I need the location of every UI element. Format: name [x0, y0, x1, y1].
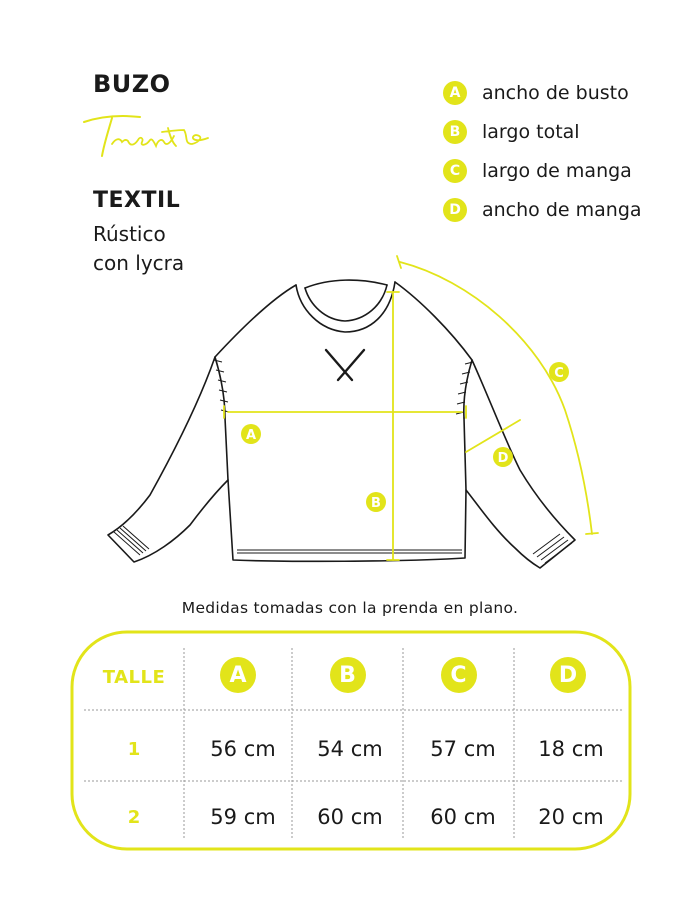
row-1-value-d: 18 cm — [538, 737, 604, 761]
svg-text:D: D — [497, 451, 509, 466]
row-1-value-a: 56 cm — [210, 737, 276, 761]
product-model-script — [78, 108, 218, 168]
header-badge-a: A — [220, 657, 256, 693]
svg-text:A: A — [245, 428, 257, 443]
legend-label-d: ancho de manga — [482, 199, 642, 221]
measurement-guides — [224, 256, 598, 560]
header-badge-d: D — [550, 657, 586, 693]
measurement-note: Medidas tomadas con la prenda en plano. — [181, 599, 519, 617]
legend-badge-d: D — [443, 198, 467, 222]
left-side-line — [225, 418, 228, 480]
legend-label-b: largo total — [482, 121, 580, 143]
guide-d-sleeve-width — [466, 420, 520, 452]
legend-item-b — [443, 119, 642, 145]
row-2-size: 2 — [127, 806, 141, 828]
guide-c-ticks — [397, 256, 598, 534]
left-cuff-rib — [114, 526, 149, 555]
row-2-value-d: 20 cm — [538, 805, 604, 829]
row-2-value-a: 59 cm — [210, 805, 276, 829]
fabric-line-2: con lycra — [93, 251, 185, 275]
legend-label-a: ancho de busto — [482, 82, 629, 104]
sweatshirt-diagram — [0, 245, 700, 590]
row-1-value-c: 57 cm — [430, 737, 496, 761]
garment-body-outline — [108, 282, 575, 568]
measurement-legend — [443, 80, 642, 236]
row-2-value-b: 60 cm — [317, 805, 383, 829]
product-type: BUZO — [93, 70, 171, 98]
legend-item-c — [443, 158, 642, 184]
svg-text:B: B — [371, 496, 381, 511]
header-col-a — [184, 656, 292, 694]
guide-c-sleeve-length — [400, 262, 592, 534]
collar-inner — [305, 285, 387, 321]
legend-item-a — [443, 80, 642, 106]
collar-back — [305, 280, 387, 288]
collar-outer — [296, 282, 395, 332]
fabric-heading: TEXTIL — [93, 188, 181, 213]
row-1-size: 1 — [127, 738, 141, 760]
row-2-value-c: 60 cm — [430, 805, 496, 829]
header-size-label: TALLE — [102, 666, 166, 688]
hem-rib-lines — [237, 550, 462, 553]
row-1-value-b: 54 cm — [317, 737, 383, 761]
legend-badge-b: B — [443, 120, 467, 144]
header-col-b — [292, 656, 403, 694]
header-col-c — [403, 656, 514, 694]
v-stitch — [326, 350, 364, 380]
legend-label-c: largo de manga — [482, 160, 632, 182]
legend-badge-a: A — [443, 81, 467, 105]
svg-text:C: C — [554, 366, 564, 381]
legend-item-d — [443, 197, 642, 223]
header-badge-c: C — [441, 657, 477, 693]
header-col-d — [514, 656, 622, 694]
fabric-line-1: Rústico — [93, 222, 166, 246]
right-armhole-seam — [464, 360, 472, 418]
legend-badge-c: C — [443, 159, 467, 183]
right-side-line — [464, 418, 466, 490]
diagram-badges — [241, 362, 569, 512]
header-badge-b: B — [330, 657, 366, 693]
